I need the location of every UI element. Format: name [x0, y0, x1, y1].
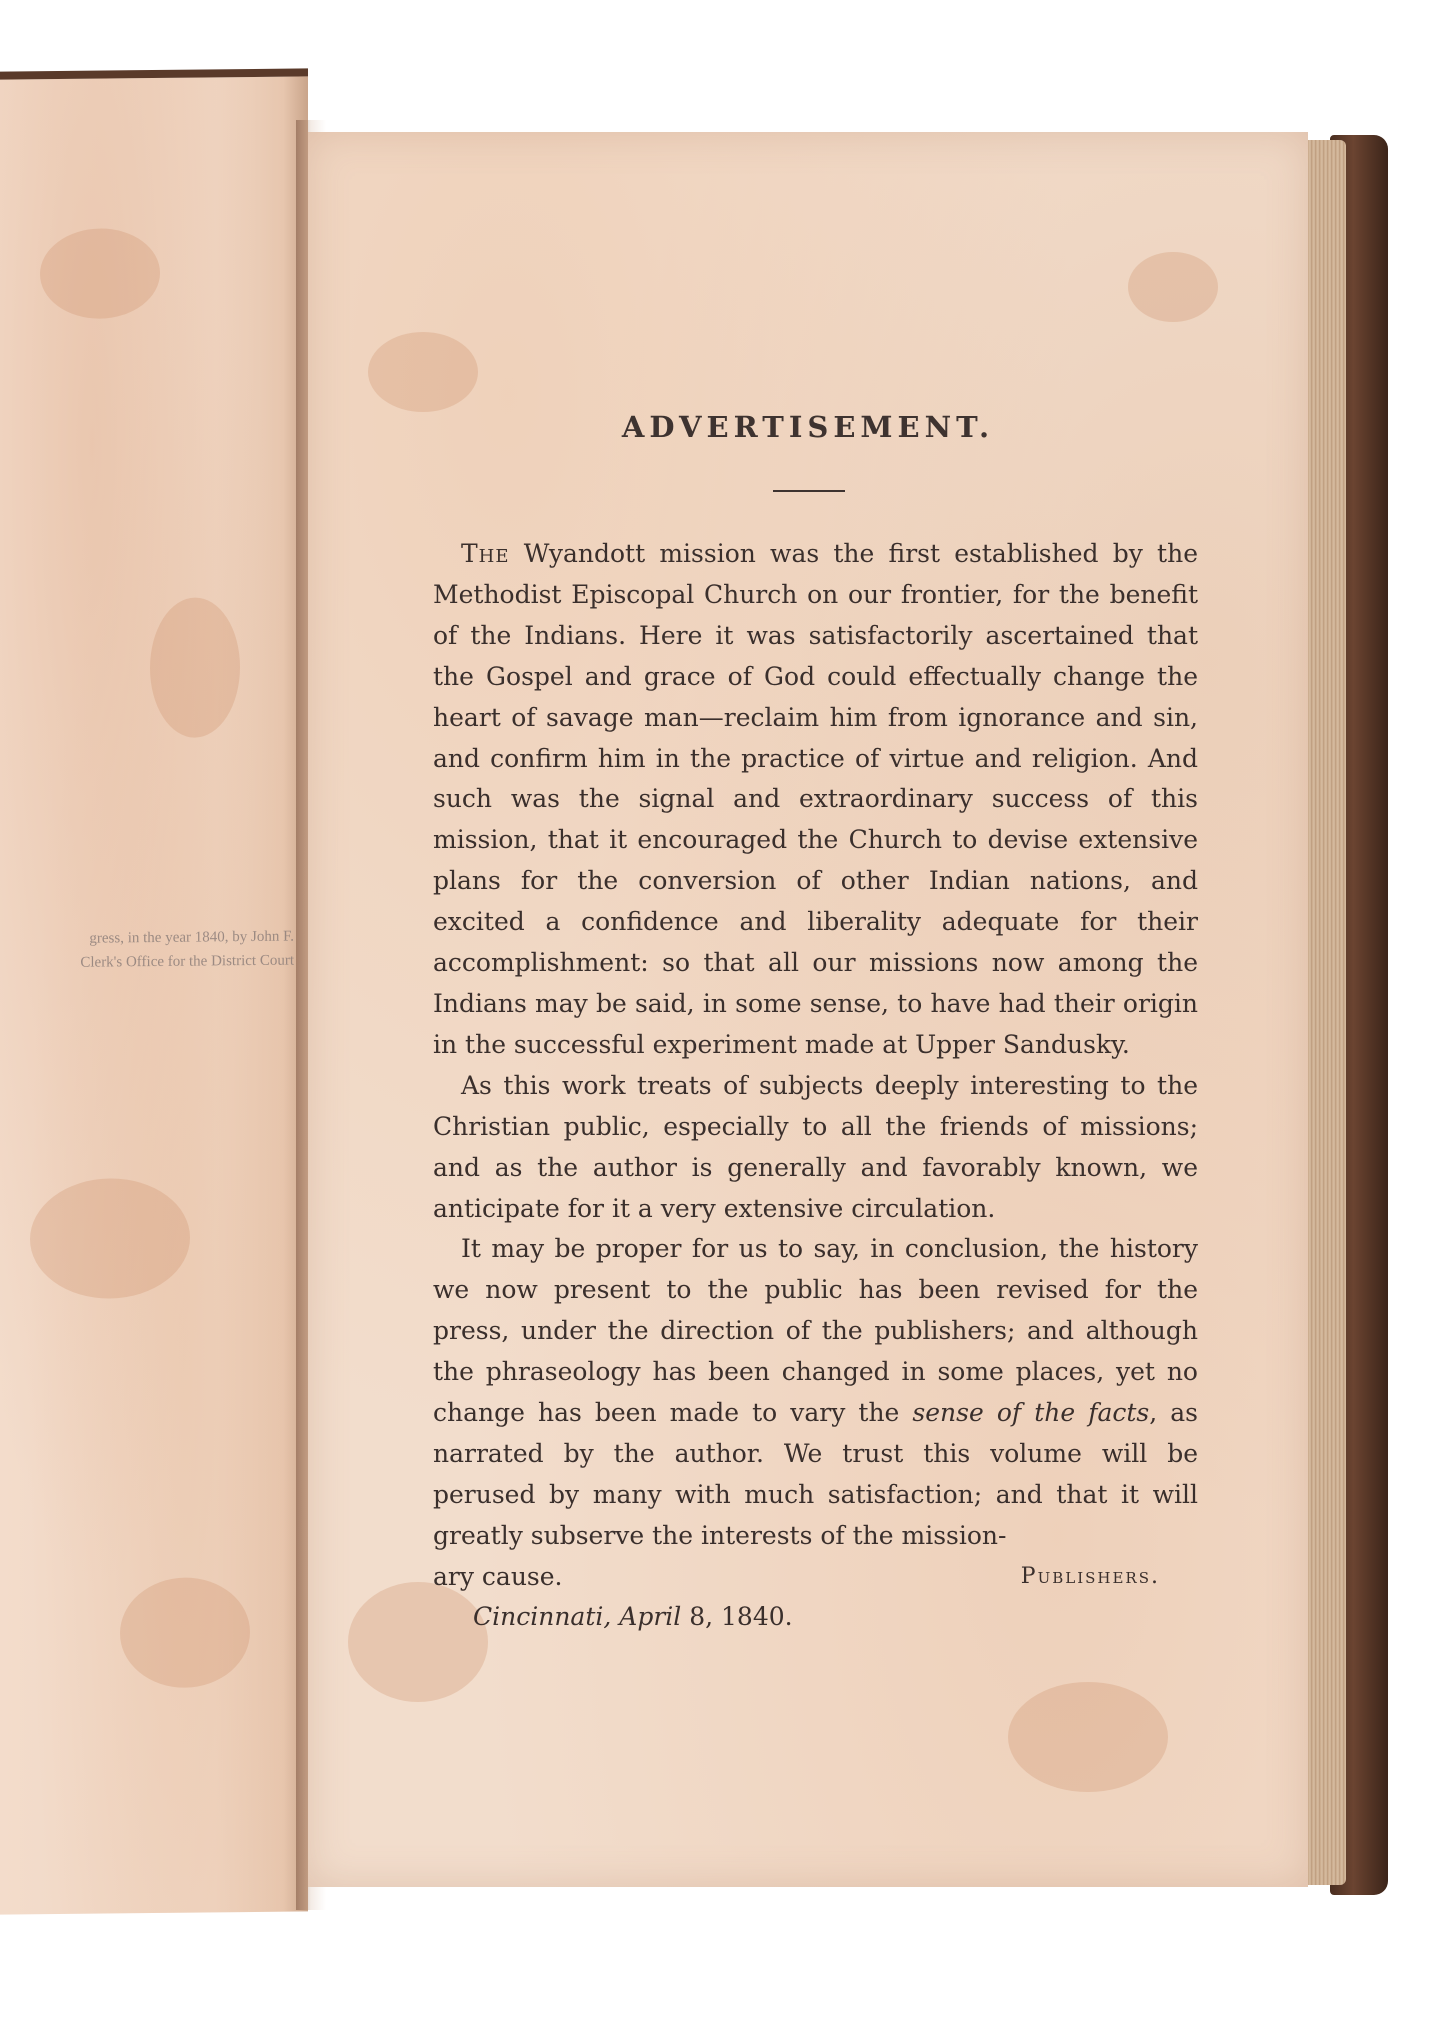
foxing-spot	[30, 1178, 190, 1300]
signoff-row	[433, 1557, 1198, 1597]
left-page	[0, 68, 308, 1914]
paragraph-lead: The	[461, 539, 510, 568]
date-rest: 8, 1840.	[689, 1601, 793, 1631]
title-rule	[773, 490, 845, 492]
date-place: Cincinnati, April	[473, 1601, 682, 1631]
foxing-spot	[1128, 252, 1218, 322]
publisher-signature: Publishers.	[1020, 1563, 1160, 1589]
right-page	[308, 132, 1308, 1887]
paragraph-2: As this work treats of subjects deeply interesting to the Christian public, especially to all the friends of missions; and as the author is generally and favorably known, we anticipate for it a very extensive circulation.	[433, 1070, 1198, 1223]
paragraph-1-text: Wyandott mission was the first established by the Methodist Episcopal Church on our frontier, for the benefit of the Indians. Here it was satisfactorily ascertained that the Gospel and grace of God could effectually change the heart of savage man—reclaim him from ignorance and sin, and confirm him in the practice of virtue and religion. And such was the signal and extraordinary success of this mission, that it encouraged the Church to devise extensive plans for the conversion of other Indian nations, and excited a confidence and liberality adequate for their accomplishment: so that all our missions now among the Indians may be said, in some sense, to have had their origin in the successful experiment made at Upper Sandusky.	[433, 539, 1198, 1059]
foxing-spot	[120, 1577, 250, 1688]
paragraph-3: It may be proper for us to say, in conclusion, the history we now present to the public has been revised for the press, under the direction of the publishers; and although the phraseology has been changed in some places, yet no change has been made to vary the sense of the facts, as narrated by the author. We trust this volume will be perused by many with much satisfaction; and that it will greatly subserve the interests of the mission-	[433, 1234, 1198, 1550]
paragraph-1	[433, 534, 1198, 1066]
dateline	[473, 1597, 1198, 1638]
foxing-spot	[40, 228, 160, 319]
italic-emphasis: sense of the facts	[912, 1398, 1150, 1428]
foxing-spot	[1008, 1682, 1168, 1792]
page-title: ADVERTISEMENT.	[621, 410, 995, 444]
foxing-spot	[368, 332, 478, 412]
bleed-through-text: gress, in the year 1840, by John F.	[89, 928, 294, 947]
bleed-through-text: Clerk's Office for the District Court	[80, 952, 294, 971]
advertisement-body	[433, 534, 1198, 1638]
foxing-spot	[150, 597, 240, 738]
closing-line: ary cause.	[433, 1561, 563, 1591]
